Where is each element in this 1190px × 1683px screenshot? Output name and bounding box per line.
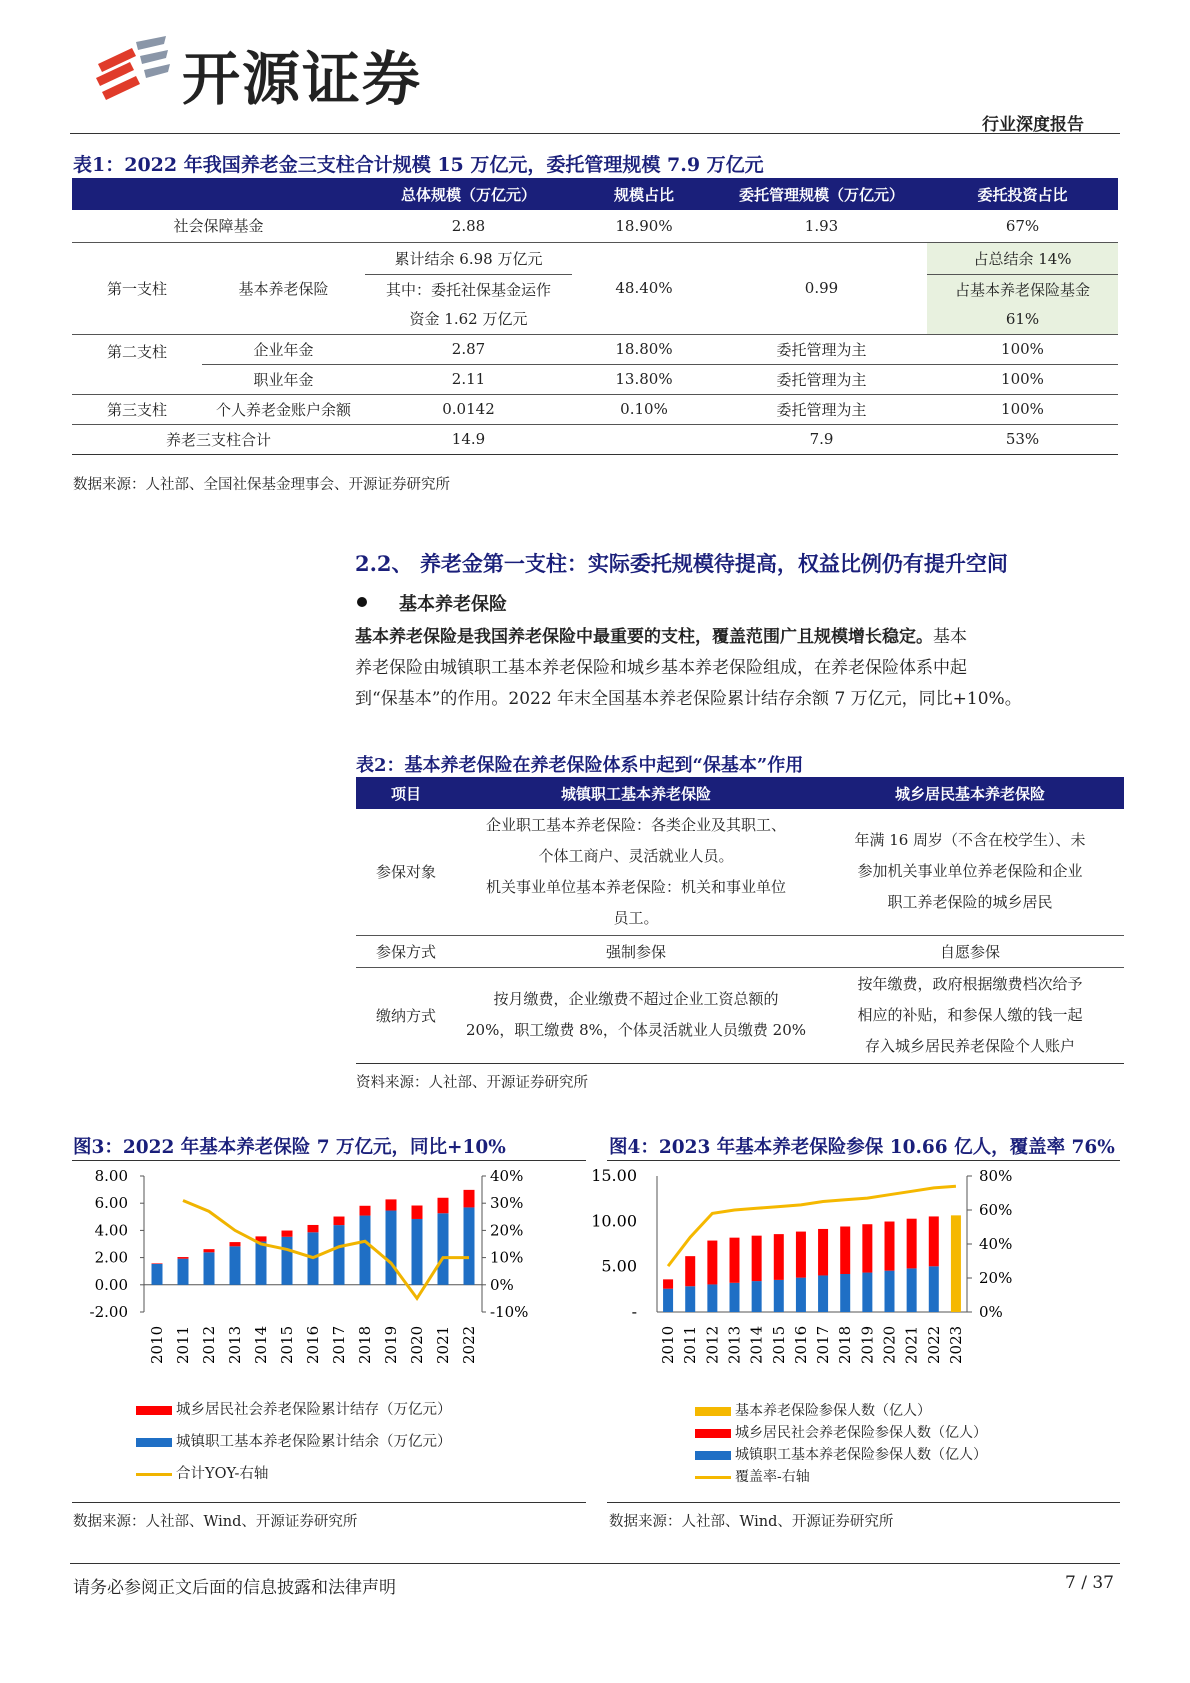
y2-tick-label: 10%	[490, 1248, 524, 1267]
bar-rural-residents	[360, 1206, 371, 1216]
table2-header: 城乡居民基本养老保险	[816, 777, 1124, 809]
bar-rural-residents	[178, 1257, 189, 1259]
table1-source: 数据来源：人社部、全国社保基金理事会、开源证券研究所	[73, 477, 450, 493]
bar-urban-workers	[707, 1284, 717, 1312]
bar-rural-residents	[438, 1198, 449, 1214]
fig4-chart	[591, 1166, 1120, 1394]
bar-rural-residents	[308, 1225, 319, 1232]
bar-rural-residents	[818, 1229, 828, 1276]
bar-urban-workers	[152, 1264, 163, 1285]
fig4-title: 图4：2023 年基本养老保险参保 10.66 亿人，覆盖率 76%	[609, 1137, 1115, 1158]
y2-tick-label: -10%	[490, 1303, 529, 1321]
bar-urban-workers	[230, 1246, 241, 1284]
bar-urban-workers	[840, 1274, 850, 1312]
x-tick-label: 2018	[836, 1325, 855, 1364]
legend-item: 城镇职工基本养老保险参保人数（亿人）	[695, 1444, 987, 1466]
y2-tick-label: 0%	[979, 1303, 1003, 1321]
x-tick-label: 2019	[858, 1325, 877, 1364]
fig3-legend	[136, 1394, 452, 1490]
x-tick-label: 2015	[278, 1325, 296, 1364]
bar-urban-workers	[334, 1225, 345, 1285]
table1-title: 表1：2022 年我国养老金三支柱合计规模 15 万亿元，委托管理规模 7.9 万亿元	[73, 154, 764, 176]
table-row: 参保方式 强制参保 自愿参保	[356, 935, 1124, 967]
footer-disclaimer: 请务必参阅正文后面的信息披露和法律声明	[73, 1578, 396, 1598]
y2-tick-label: 80%	[979, 1167, 1013, 1185]
x-tick-label: 2010	[659, 1325, 678, 1364]
x-tick-label: 2013	[725, 1325, 744, 1364]
section-paragraph: 基本养老保险是我国养老保险中最重要的支柱，覆盖范围广且规模增长稳定。基本 养老保险由城镇职工基本养老保险和城乡基本养老保险组成，在养老保险体系中起 到“保基本”的作用。2022 年末全国基本养老保险累计结存余额 7 万亿元，同比+10%。	[355, 627, 1022, 709]
bar-rural-residents	[862, 1224, 872, 1272]
x-tick-label: 2021	[434, 1325, 452, 1364]
bar-urban-workers	[256, 1242, 267, 1285]
footer-rule	[70, 1563, 1120, 1564]
legend-item: 城乡居民社会养老保险参保人数（亿人）	[695, 1422, 987, 1444]
bullet-heading: 基本养老保险	[399, 594, 507, 615]
table1-header: 委托投资占比	[927, 178, 1118, 210]
y2-tick-label: 40%	[979, 1235, 1013, 1253]
bar-urban-workers	[862, 1273, 872, 1312]
fig4-legend	[695, 1400, 987, 1488]
x-tick-label: 2011	[174, 1325, 192, 1364]
x-tick-label: 2018	[356, 1325, 374, 1364]
header-rule	[70, 133, 1120, 134]
bar-urban-workers	[730, 1283, 740, 1312]
y-tick-label: 5.00	[601, 1256, 637, 1276]
yoy-line	[183, 1200, 469, 1298]
bar-rural-residents	[334, 1217, 345, 1226]
section-heading: 2.2、 养老金第一支柱：实际委托规模待提高，权益比例仍有提升空间	[355, 551, 1008, 576]
table2	[356, 777, 1124, 1064]
bar-urban-workers	[464, 1207, 475, 1284]
bar-urban-workers	[412, 1219, 423, 1285]
table-row: 社会保障基金 2.88 18.90% 1.93 67%	[72, 210, 1118, 242]
fig4-source: 数据来源：人社部、Wind、开源证券研究所	[609, 1514, 894, 1530]
x-tick-label: 2015	[769, 1325, 788, 1364]
table-row: 缴纳方式 按月缴费，企业缴费不超过企业工资总额的 20%，职工缴费 8%，个体灵活就业人员缴费 20% 按年缴费，政府根据缴费档次给予 相应的补贴，和参保人缴的钱一起 存入城乡居民养老保险个人账户	[356, 967, 1124, 1063]
fig3-source: 数据来源：人社部、Wind、开源证券研究所	[73, 1514, 358, 1530]
table-row: 第一支柱 基本养老保险 累计结余 6.98 万亿元 48.40% 0.99 占总结余 14%	[72, 242, 1118, 274]
bar-rural-residents	[230, 1242, 241, 1246]
table2-header: 城镇职工基本养老保险	[456, 777, 816, 809]
x-tick-label: 2016	[791, 1325, 810, 1364]
page-number: 7 / 37	[1065, 1573, 1114, 1593]
y2-tick-label: 0%	[490, 1275, 514, 1294]
bar-urban-workers	[386, 1211, 397, 1285]
legend-item: 城镇职工基本养老保险累计结余（万亿元）	[136, 1426, 452, 1458]
table-row: 养老三支柱合计 14.9 7.9 53%	[72, 424, 1118, 454]
x-tick-label: 2021	[902, 1325, 921, 1364]
y-tick-label: -2.00	[89, 1303, 128, 1321]
bar-rural-residents	[464, 1190, 475, 1208]
legend-item: 覆盖率-右轴	[695, 1466, 987, 1488]
table-row: 第三支柱 个人养老金账户余额 0.0142 0.10% 委托管理为主 100%	[72, 394, 1118, 424]
bar-rural-residents	[796, 1232, 806, 1278]
bar-rural-residents	[386, 1199, 397, 1210]
y-tick-label: -	[631, 1302, 637, 1321]
bar-rural-residents	[885, 1222, 895, 1271]
x-tick-label: 2023	[946, 1325, 965, 1364]
bar-rural-residents	[152, 1263, 163, 1264]
table1: 总体规模（万亿元） 规模占比 委托管理规模（万亿元） 委托投资占比 社会保障基金 2.88 18.90% 1.93 67% 第一支柱 基本养老保险 累计结余 6.98 万亿元 48.40% 0.99 占总结余 14% 其中：委托社保基金运作 占基本养老保险基金 资金 1.62 万亿元 61% 第二支柱 企业年金 2.87 18.80% 委托管理为主 100% 职业年金 2.11 13.80% 委托管理为主 100% 第三支柱 个人养老金账户余额 0.0142 0.10% 委托管理为主 100% 养老三支柱合计 14.9 7.9 53%	[72, 178, 1118, 455]
bullet-icon	[357, 597, 367, 607]
table-row: 职业年金 2.11 13.80% 委托管理为主 100%	[72, 364, 1118, 394]
bar-urban-workers	[929, 1266, 939, 1312]
legend-item: 基本养老保险参保人数（亿人）	[695, 1400, 987, 1422]
x-tick-label: 2016	[304, 1325, 322, 1364]
y-tick-label: 6.00	[94, 1194, 128, 1213]
bar-urban-workers	[204, 1252, 215, 1285]
bar-rural-residents	[774, 1234, 784, 1280]
bar-rural-residents	[907, 1219, 917, 1269]
x-tick-label: 2017	[330, 1325, 348, 1364]
bar-rural-residents	[282, 1231, 293, 1237]
bar-urban-workers	[752, 1281, 762, 1312]
bar-rural-residents	[929, 1216, 939, 1266]
table1-header: 委托管理规模（万亿元）	[716, 178, 927, 210]
bar-urban-workers	[818, 1275, 828, 1312]
bar-urban-workers	[796, 1278, 806, 1312]
fig3-chart	[72, 1166, 586, 1390]
y2-tick-label: 20%	[979, 1269, 1013, 1287]
bar-rural-residents	[685, 1256, 695, 1286]
bar-urban-workers	[685, 1286, 695, 1312]
bar-rural-residents	[752, 1236, 762, 1281]
x-tick-label: 2012	[200, 1325, 218, 1364]
bar-total-participants	[951, 1215, 961, 1312]
x-tick-label: 2020	[408, 1325, 426, 1364]
x-tick-label: 2013	[226, 1325, 244, 1364]
table1-header: 规模占比	[572, 178, 716, 210]
x-tick-label: 2017	[814, 1325, 833, 1364]
y-tick-label: 8.00	[94, 1167, 128, 1185]
legend-item: 合计YOY-右轴	[136, 1458, 452, 1490]
bar-urban-workers	[178, 1259, 189, 1285]
y-tick-label: 2.00	[94, 1248, 128, 1267]
y-tick-label: 15.00	[591, 1166, 637, 1185]
table-row: 参保对象 企业职工基本养老保险：各类企业及其职工、 个体工商户、灵活就业人员。 机关事业单位基本养老保险：机关和事业单位 员工。 年满 16 周岁（不含在校学生）、未 参加机关事业单位养老保险和企业 职工养老保险的城乡居民	[356, 809, 1124, 935]
bar-urban-workers	[438, 1213, 449, 1285]
y-tick-label: 0.00	[94, 1275, 128, 1294]
table1-header-blank	[72, 178, 365, 210]
y-tick-label: 10.00	[591, 1211, 637, 1231]
logo	[92, 34, 172, 100]
x-tick-label: 2011	[681, 1325, 700, 1364]
bar-urban-workers	[885, 1271, 895, 1312]
bar-urban-workers	[774, 1280, 784, 1312]
x-tick-label: 2010	[148, 1325, 166, 1364]
bar-rural-residents	[840, 1227, 850, 1275]
bar-urban-workers	[360, 1216, 371, 1285]
table-row: 第二支柱 企业年金 2.87 18.80% 委托管理为主 100%	[72, 334, 1118, 364]
logo-icon	[92, 34, 172, 100]
bar-rural-residents	[663, 1279, 673, 1288]
x-tick-label: 2019	[382, 1325, 400, 1364]
logo-text: 开源证券	[182, 45, 423, 113]
x-tick-label: 2022	[924, 1325, 943, 1364]
y2-tick-label: 60%	[979, 1201, 1013, 1219]
y2-tick-label: 40%	[490, 1167, 524, 1185]
x-tick-label: 2012	[703, 1325, 722, 1364]
y2-tick-label: 30%	[490, 1194, 524, 1213]
bar-rural-residents	[204, 1249, 215, 1252]
y2-tick-label: 20%	[490, 1221, 524, 1240]
report-type: 行业深度报告	[982, 115, 1084, 135]
fig3-title: 图3：2022 年基本养老保险 7 万亿元，同比+10%	[73, 1137, 506, 1158]
bar-urban-workers	[907, 1268, 917, 1312]
table2-header: 项目	[356, 777, 456, 809]
legend-item: 城乡居民社会养老保险累计结存（万亿元）	[136, 1394, 452, 1426]
x-tick-label: 2014	[747, 1325, 766, 1364]
bar-rural-residents	[412, 1206, 423, 1219]
bar-rural-residents	[730, 1238, 740, 1283]
table2-source: 资料来源：人社部、开源证券研究所	[356, 1075, 588, 1091]
bar-rural-residents	[707, 1241, 717, 1285]
x-tick-label: 2022	[460, 1325, 478, 1364]
table2-title: 表2：基本养老保险在养老保险体系中起到“保基本”作用	[356, 755, 804, 776]
y-tick-label: 4.00	[94, 1221, 128, 1240]
bar-urban-workers	[663, 1289, 673, 1312]
paragraph-bold: 基本养老保险是我国养老保险中最重要的支柱，覆盖范围广且规模增长稳定。	[355, 627, 933, 647]
x-tick-label: 2014	[252, 1325, 270, 1364]
x-tick-label: 2020	[880, 1325, 899, 1364]
bar-urban-workers	[282, 1237, 293, 1285]
table1-header: 总体规模（万亿元）	[365, 178, 572, 210]
